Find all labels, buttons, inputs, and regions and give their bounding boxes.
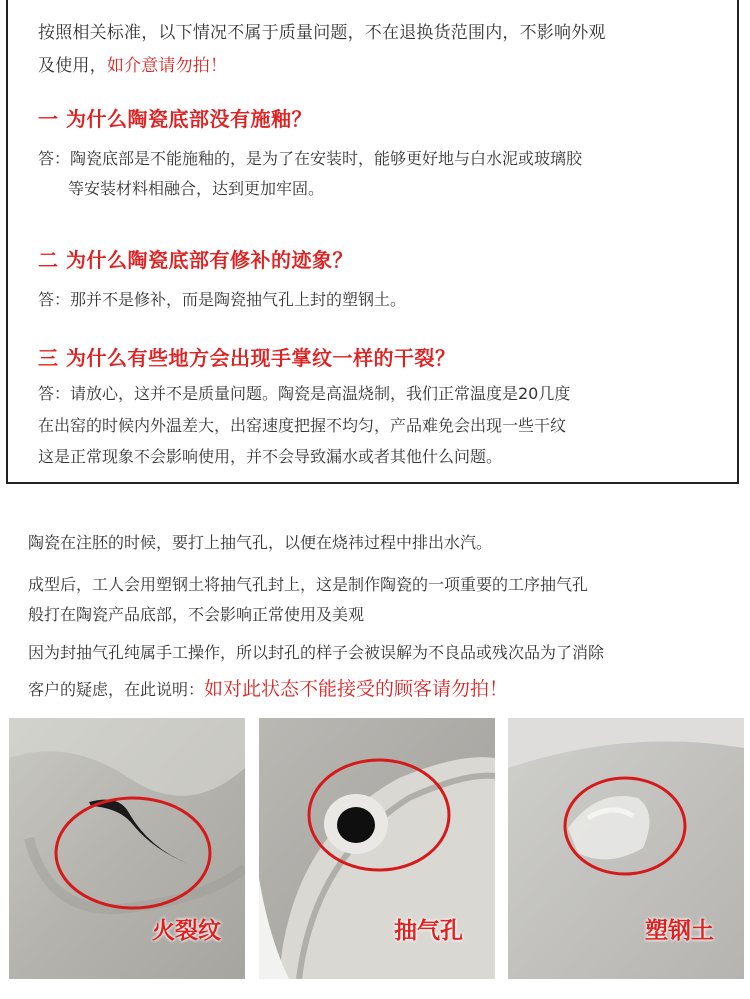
intro-line-1: 按照相关标准，以下情况不属于质量问题，不在退换货范围内，不影响外观 xyxy=(38,23,606,43)
faq-question-1: 一 为什么陶瓷底部没有施釉？ xyxy=(38,107,312,131)
body-paragraph-3-line-1: 因为封抽气孔纯属手工操作，所以封孔的样子会被误解为不良品或残次品为了消除 xyxy=(28,643,605,662)
faq-answer-1-line-2: 等安装材料相融合，达到更加牢固。 xyxy=(68,179,325,198)
faq-answer-3-line-1: 答：请放心，这并不是质量问题。陶瓷是高温烧制，我们正常温度是20几度 xyxy=(38,384,571,403)
crack-caption: 火裂纹 xyxy=(152,918,221,944)
faq-question-2: 二 为什么陶瓷底部有修补的迹象？ xyxy=(38,248,353,272)
faq-answer-2-line-1: 答：那并不是修补，而是陶瓷抽气孔上封的塑钢土。 xyxy=(38,290,407,309)
putty-caption: 塑钢土 xyxy=(645,918,714,944)
intro-line-2-prefix: 及使用， xyxy=(38,56,107,76)
faq-question-3: 三 为什么有些地方会出现手掌纹一样的干裂？ xyxy=(38,346,456,370)
body-paragraph-1: 陶瓷在注胚的时候，要打上抽气孔，以便在烧祎过程中排出水汽。 xyxy=(28,533,493,552)
body-warning: 如对此状态不能接受的顾客请勿拍！ xyxy=(204,678,509,700)
faq-answer-3-line-2: 在出窑的时候内外温差大，出窑速度把握不均匀，产品难免会出现一些干纹 xyxy=(38,416,567,435)
body-paragraph-2-line-2: 般打在陶瓷产品底部，不会影响正常使用及美观 xyxy=(28,605,365,624)
body-paragraph-2-line-1: 成型后，工人会用塑钢土将抽气孔封上，这是制作陶瓷的一项重要的工序抽气孔 xyxy=(28,575,589,594)
faq-answer-3-line-3: 这是正常现象不会影响使用，并不会导致漏水或者其他什么问题。 xyxy=(38,447,503,466)
intro-line-2 xyxy=(38,51,227,76)
intro-warning: 如介意请勿拍！ xyxy=(106,56,228,76)
body-paragraph-3-prefix: 客户的疑虑，在此说明： xyxy=(28,680,205,699)
faq-answer-1-line-1: 答：陶瓷底部是不能施釉的，是为了在安装时，能够更好地与白水泥或玻璃胶 xyxy=(38,149,583,168)
body-paragraph-3-line-2 xyxy=(28,674,508,701)
vent-hole-caption: 抽气孔 xyxy=(394,918,463,944)
